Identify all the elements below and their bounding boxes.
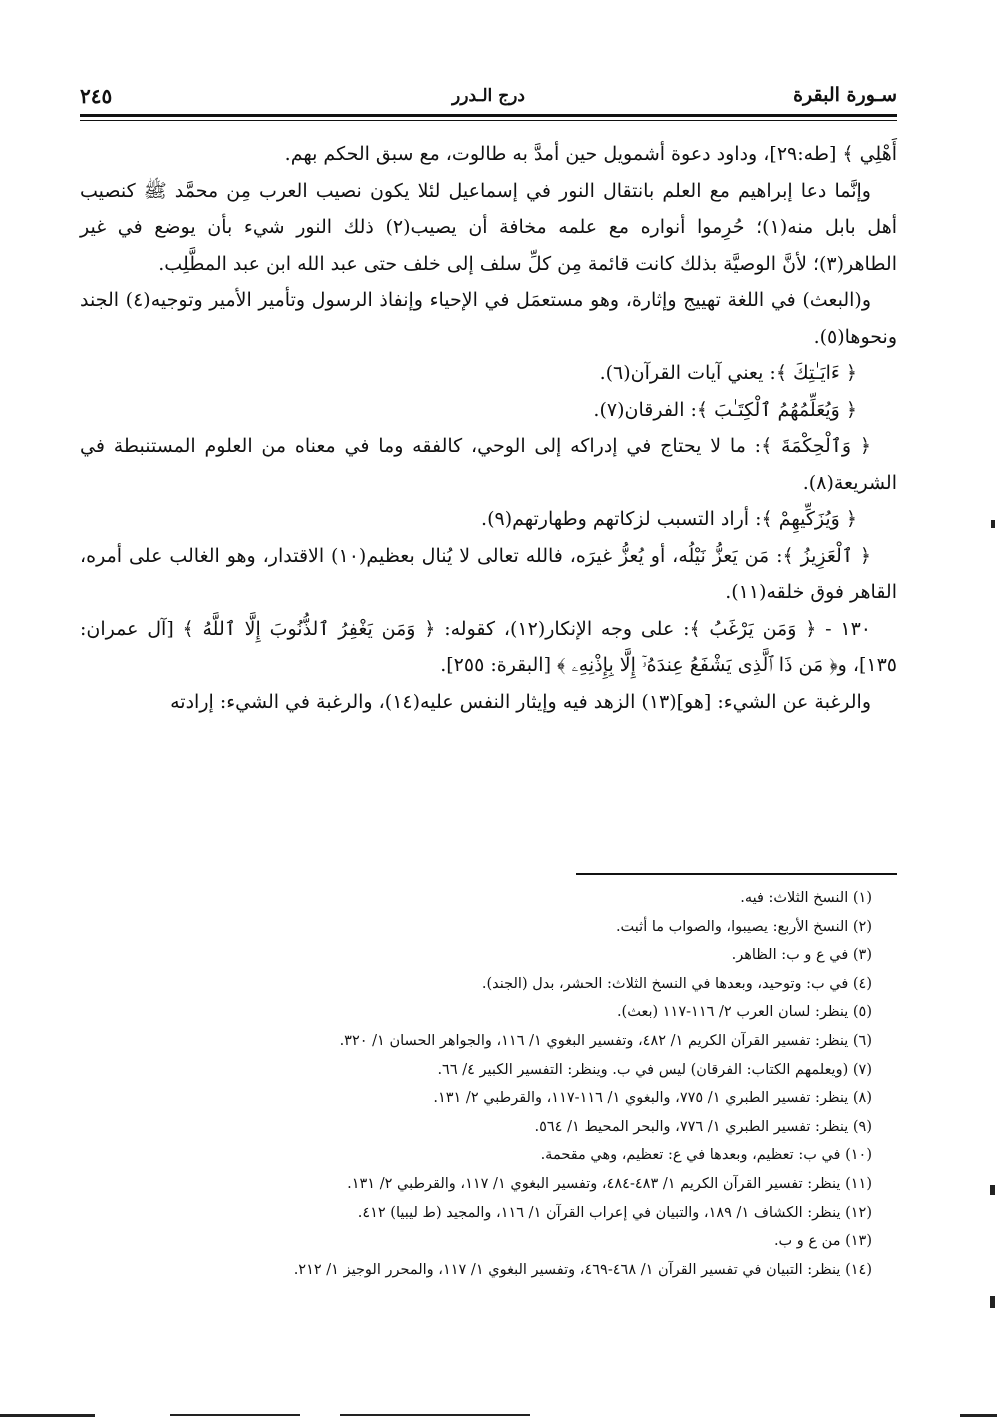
paragraph: ١٣٠ - ﴿ وَمَن يَرْغَبُ ﴾: على وجه الإنكار(١٢)، كقوله: ﴿ وَمَن يَغْفِرُ ٱلذُّنُوبَ إِلَّا ٱللَّهُ ﴾ [آل عمران: ١٣٥]، و﴿ مَن ذَا ٱلَّذِى يَشْفَعُ عِندَهُۥٓ إِلَّا بِإِذْنِهِۦ ﴾ [البقرة: ٢٥٥]. <box>80 617 897 676</box>
running-header <box>80 80 897 110</box>
page-number: ٢٤٥ <box>80 84 113 108</box>
paragraph: و(البعث) في اللغة تهييج وإثارة، وهو مستعمَل في الإحياء وإنفاذ الرسول وتأمير الأمير وتوجيه(٤) الجند ونحوها(٥). <box>80 289 897 348</box>
surah-title: سـورة البقرة <box>793 84 897 106</box>
scan-edge-mark <box>0 1414 95 1417</box>
header-rule <box>80 114 897 117</box>
footnote: (٩) ينظر: تفسير الطبري ١/ ٧٧٦، والبحر المحيط ١/ ٥٦٤. <box>534 1118 872 1135</box>
paragraph: ﴿ وَٱلْحِكْمَةَ ﴾: ما لا يحتاج في إدراكه إلى الوحي، كالفقه وما في معناه من العلوم المستنبطة في الشريعة(٨). <box>80 435 897 494</box>
scan-edge-mark <box>170 1414 300 1416</box>
scan-edge-mark <box>991 520 995 528</box>
main-text <box>80 136 897 720</box>
footnote: (١١) ينظر: تفسير القرآن الكريم ١/ ٤٨٣-٤٨٤، وتفسير البغوي ١/ ١١٧، والقرطبي ٢/ ١٣١. <box>347 1175 872 1192</box>
paragraph: ﴿ وَيُزَكِّيهِمْ ﴾: أراد التسبب لزكاتهم وطهارتهم(٩). <box>481 508 857 530</box>
footnote: (١٤) ينظر: التبيان في تفسير القرآن ١/ ٤٦٨-٤٦٩، وتفسير البغوي ١/ ١١٧، والمحرر الوجيز ١/ ٢١٢. <box>293 1261 872 1278</box>
footnote: (٢) النسخ الأربع: يصيبوا، والصواب ما أثبت. <box>615 918 872 935</box>
header-rule-thin <box>80 120 897 121</box>
scan-edge-mark <box>340 1414 530 1416</box>
paragraph: والرغبة عن الشيء: [هو](١٣) الزهد فيه وإيثار النفس عليه(١٤)، والرغبة في الشيء: إرادته <box>170 690 871 713</box>
footnote-separator <box>576 873 897 875</box>
scan-edge-mark <box>990 1185 995 1195</box>
footnote: (٥) ينظر: لسان العرب ٢/ ١١٦-١١٧ (بعث). <box>616 1004 872 1021</box>
paragraph: أَهْلِي ﴾ [طه:٢٩]، وداود دعوة أشمويل حين أمدَّ به طالوت، مع سبق الحكم بهم. <box>284 143 897 165</box>
paragraph: ﴿ ٱلْعَزِيزُ ﴾: مَن يَعزُّ نَيْلُه، أو يُعزُّ غيرَه، فالله تعالى لا يُنال بعظيم(١٠) الاقتدار، وهو الغالب على أمره، القاهر فوق خلقه(١١). <box>80 544 897 603</box>
paragraph: وإنَّما دعا إبراهيم مع العلم بانتقال النور في إسماعيل لئلا يكون نصيب العرب مِن محمَّد ﷺ كنصيب أهل بابل منه(١)؛ حُرِموا أنواره مع علمه مخافة أن يصيب(٢) ذلك النور شيء بأن يوضع في غير الطاهر(٣)؛ لأنَّ الوصيَّة بذلك كانت قائمة مِن كلِّ سلف إلى خلف حتى عبد الله ابن عبد المطَّلِب. <box>80 179 897 275</box>
paragraph: ﴿ وَيُعَلِّمُهُمُ ٱلْكِتَـٰبَ ﴾: الفرقان(٧). <box>593 398 857 421</box>
paragraph: ﴿ ءَايَـٰتِكَ ﴾: يعني آيات القرآن(٦). <box>599 362 857 384</box>
book-title: درج الـدرر <box>452 86 525 106</box>
footnote: (٦) ينظر: تفسير القرآن الكريم ١/ ٤٨٢، وتفسير البغوي ١/ ١١٦، والجواهر الحسان ١/ ٣٢٠. <box>339 1032 872 1049</box>
footnote: (١٠) في ب: تعظيم، وبعدها في ع: تعظيم، وهي مقحمة. <box>540 1147 872 1164</box>
footnote: (١٣) من ع و ب. <box>773 1233 872 1250</box>
footnote: (٤) في ب: وتوحيد، وبعدها في النسخ الثلاث: الحشر، بدل (الجند). <box>481 975 872 992</box>
scan-edge-mark <box>990 1296 995 1308</box>
footnotes <box>160 884 872 1284</box>
scan-edge-mark <box>960 1414 997 1417</box>
footnote: (٨) ينظر: تفسير الطبري ١/ ٧٧٥، والبغوي ١/ ١١٦-١١٧، والقرطبي ٢/ ١٣١. <box>433 1090 872 1107</box>
footnote: (١٢) ينظر: الكشاف ١/ ١٨٩، والتبيان في إعراب القرآن ١/ ١١٦، والمجيد (ط ليبيا) ٤١٢. <box>357 1204 872 1221</box>
footnote: (١) النسخ الثلاث: فيه. <box>740 890 872 906</box>
footnote: (٣) في ع و ب: الظاهر. <box>731 947 872 964</box>
footnote: (٧) (ويعلمهم الكتاب: الفرقان) ليس في ب. وينظر: التفسير الكبير ٤/ ٦٦. <box>437 1061 872 1078</box>
